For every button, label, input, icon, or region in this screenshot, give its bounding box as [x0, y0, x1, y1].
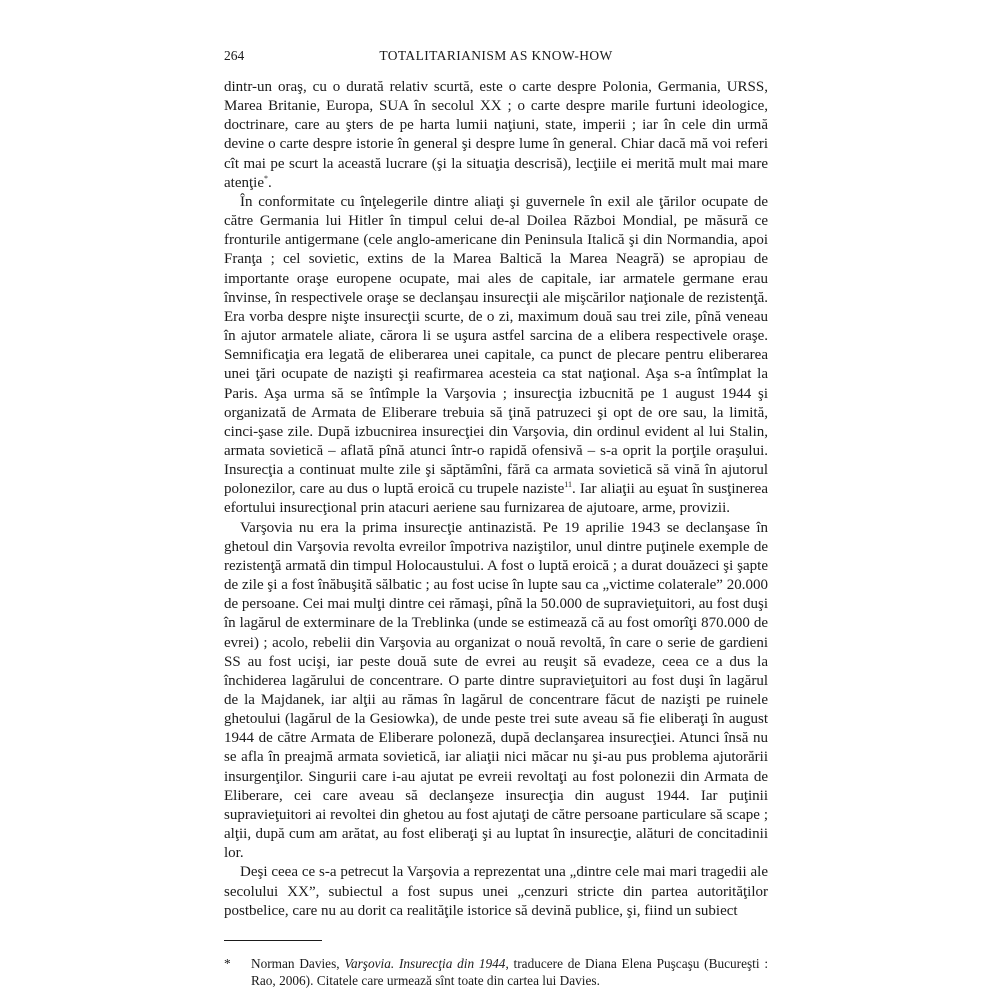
paragraph-4: [224, 863, 768, 920]
footnote-details: , traducere de Diana Elena Puşcaşu (Bucureşti : Rao, 2006). Citatele care urmează sînt toate din cartea lui Davies.: [251, 955, 769, 989]
paragraph-text: În conformitate cu înţelegerile dintre aliaţi şi guvernele în exil ale ţărilor ocupate de către Germania lui Hitler în timpul celui de-al Doilea Război Mondial, pe măsură ce fronturile antigermane (cele anglo-americane din Peninsula Italică şi din Normandia, apoi Franţa ; cel sovietic, extins de la Marea Baltică la Marea Neagră) se apropiau de importante oraşe europene ocupate, mai ales de capitale, iar armatele germane erau învinse, în respectivele oraşe se declanşau insurecţii ale mişcărilor naţionale de rezistenţă. Era vorba despre nişte insurecţii scurte, de o zi, maximum două sau trei zile, pînă veneau în ajutor armatele aliate, cărora li se uşura astfel sarcina de a elibera respectivele oraşe. Semnificaţia era legată de eliberarea unei capitale, ca punct de plecare pentru eliberarea unei ţări ocupate de nazişti şi reafirmarea acesteia ca stat naţional. Aşa s-a întîmplat la Paris. Aşa urma să se întîmple la Varşovia ; insurecţia izbucnită pe 1 august 1944 şi organizată de Armata de Eliberare trebuia să ţină patruzeci şi opt de ore sau, la limită, cinci-şase zile. După izbucnirea insurecţiei din Varşovia, din ordinul evident al lui Stalin, armata sovietică – aflată pînă atunci într-o rapidă ofensivă – s-a oprit la porţile oraşului. Insurecţia a continuat multe zile şi săptămîni, fără ca armata sovietică să vină în ajutorul polonezilor, care au dus o luptă eroică cu trupele naziste: [224, 193, 768, 498]
paragraph-text: Varşovia nu era la prima insurecţie antinazistă. Pe 19 aprilie 1943 se declanşase în ghetoul din Varşovia revolta evreilor împotriva naziştilor, unul dintre puţinele exemple de rezistenţă armată din timpul Holocaustului. A fost o luptă eroică ; a durat douăzeci şi şapte de zile şi a fost înăbuşită sălbatic ; au fost ucise în lupte sau ca „victime colaterale” 20.000 de persoane. Cei mai mulţi dintre cei rămaşi, pînă la 50.000 de supravieţuitori, au fost duşi în lagărul de exterminare de la Treblinka (unde se estimează că au fost omorîţi 870.000 de evrei) ; acolo, rebelii din Varşovia au organizat o nouă revoltă, în care o serie de gardieni SS au fost ucişi, iar peste două sute de evrei au reuşit să evadeze, ceea ce a dus la închiderea lagărului de concentrare. O parte dintre supravieţuitori au fost duşi în lagărul de la Majdanek, iar alţii au rămas în lagărul de concentrare făcut de nazişti pe ruinele ghetoului (lagărul de la Gesiowka), de unde peste trei sute aveau să fie eliberaţi în august 1944 de către Armata de Eliberare poloneză, după declanşarea insurecţiei. Atunci însă nu se afla în preajmă armata sovietică, iar aliaţii nici măcar nu şi-au pus problema ajutorării insurgenţilor. Singurii care i-au ajutat pe evreii revoltaţi au fost polonezii din Armata de Eliberare, cei care aveau să declanşeze insurecţia din august 1944. Iar puţinii supravieţuitori ai revoltei din ghetou au fost ajutaţi de către persoane particulare să scape ; alţii, după cum am arătat, au fost eliberaţi şi au luptat în insurecţie, alături de concitadinii lor.: [224, 519, 768, 862]
paragraph-text-continued: . Iar aliaţii au eşuat în susţinerea efortului insurecţional prin atacuri aeriene sau furnizarea de ajutoare, arme, provizii.: [224, 481, 768, 517]
footnote-separator: [224, 940, 322, 941]
page-number: 264: [224, 48, 245, 63]
book-page: [224, 48, 768, 990]
running-title: TOTALITARIANISM AS KNOW-HOW: [379, 48, 613, 63]
paragraph-2: [224, 193, 768, 519]
paragraph-1: dintr-un oraş, cu o durată relativ scurtă, este o carte despre Polonia, Germania, URSS, Marea Britanie, Europa, SUA în secolul XX ; o carte despre marile furtuni ideologice, doctrinare, care au şters de pe harta lumii naţiuni, state, imperii ; iar în cele din urmă devine o carte despre istorie în general şi despre lume în general. Chiar dacă mă voi referi cît mai pe scurt la această lucrare (şi la situaţia descrisă), lecţiile ei merită mult mai mare atenţie*.: [224, 79, 768, 191]
footnote-reference: *: [263, 173, 268, 183]
footnote-author: Norman Davies,: [251, 955, 345, 971]
footnote-book-title: Varşovia. Insurecţia din 1944: [344, 955, 506, 971]
paragraph-text: dintr-un oraş, cu o durată relativ scurtă, este o carte despre Polonia, Germania, URSS, Marea Britanie, Europa, SUA în secolul XX ; o carte despre marile furtuni ideologice, doctrinare, care au şters de pe harta lumii naţiuni, state, imperii ; iar în cele din urmă devine o carte despre istorie în general şi despre lume în general. Chiar dacă mă voi referi cît mai pe scurt la această lucrare (şi la situaţia descrisă), lecţiile ei merită mult mai mare atenţie: [224, 79, 768, 191]
paragraph-text: Deşi ceea ce s-a petrecut la Varşovia a reprezentat una „dintre cele mai mari tragedii ale secolului XX”, subiectul a fost supus unei „cenzuri stricte din partea autorităţilor postbelice, care nu au dorit ca realităţile istorice să devină publice, şi, fiind un subiect: [224, 864, 768, 919]
footnote-marker: *: [224, 955, 231, 971]
paragraph-3: [224, 519, 768, 864]
endnote-reference: 11: [564, 480, 572, 490]
footnote: [224, 955, 768, 990]
running-header: [224, 48, 768, 70]
body-text: [224, 78, 768, 921]
